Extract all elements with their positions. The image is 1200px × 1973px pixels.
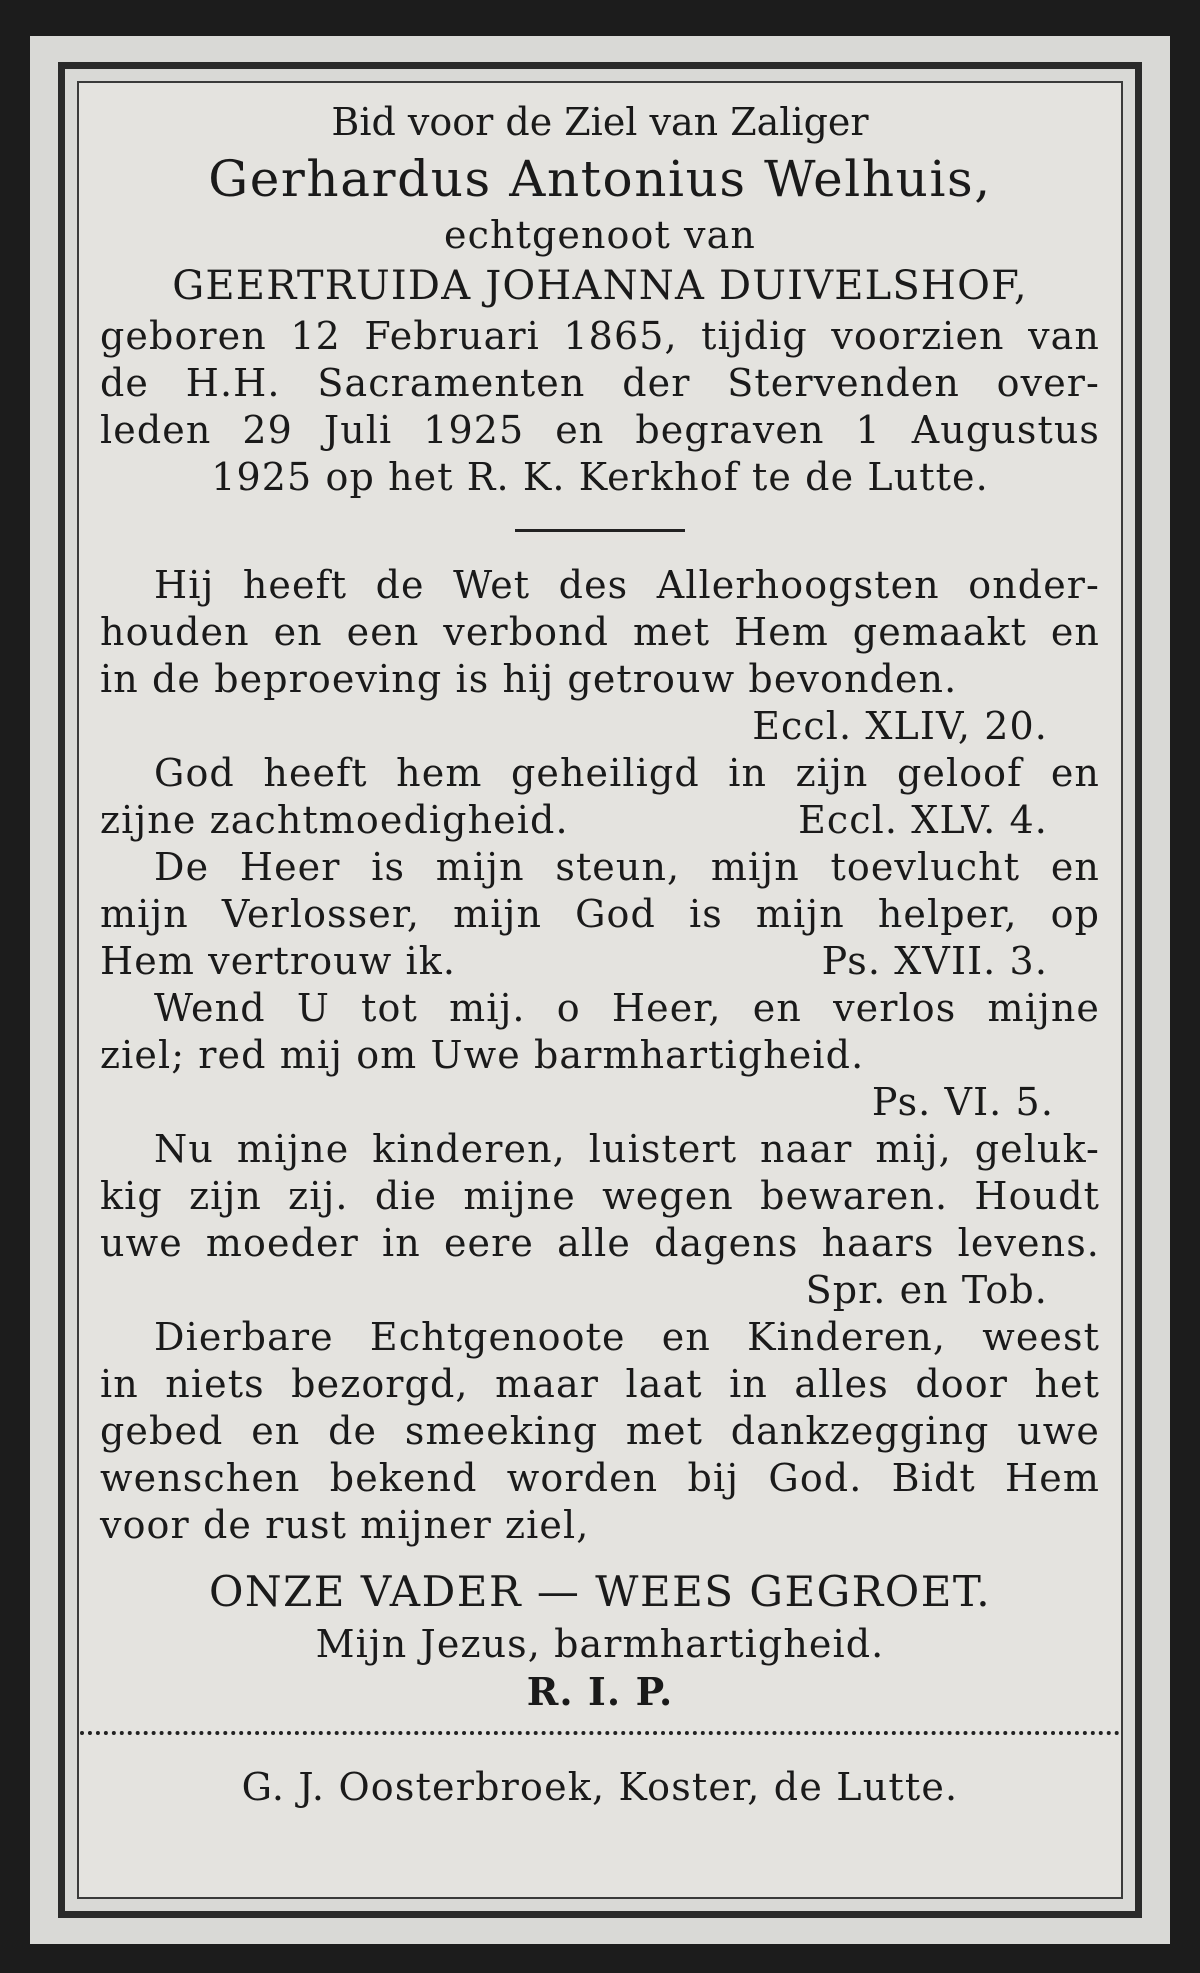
verse-reference: Eccl. XLV. 4. (798, 798, 1048, 842)
verse-reference: Spr. en Tob. (805, 1268, 1048, 1312)
intro-line: Bid voor de Ziel van Zaliger (331, 100, 869, 144)
verse-text: zijne zachtmoedigheid. (100, 798, 569, 842)
spouse-name: GEERTRUIDA JOHANNA DUIVELSHOF, (172, 263, 1028, 309)
deceased-name: Gerhardus Antonius Welhuis, (208, 150, 992, 208)
verse-line: in niets bezorgd, maar laat in alles door het (100, 1362, 1100, 1406)
bio-line: de H.H. Sacramenten der Stervenden over- (100, 361, 1100, 405)
verse-line: De Heer is mijn steun, mijn toevlucht en (154, 845, 1100, 889)
section-divider (515, 529, 685, 532)
verse-line: Dierbare Echtgenoote en Kinderen, weest (154, 1315, 1100, 1359)
verse-line-with-reference (100, 938, 1100, 985)
verse-line: voor de rust mijner ziel, (100, 1503, 590, 1547)
plea-line: Mijn Jezus, barmhartigheid. (315, 1622, 885, 1666)
verse-line: wenschen bekend worden bij God. Bidt Hem (100, 1456, 1100, 1500)
bio-line: leden 29 Juli 1925 en begraven 1 Augustus (100, 408, 1100, 452)
verse-line: gebed en de smeeking met dankzegging uwe (100, 1409, 1100, 1453)
printer-credit: G. J. Oosterbroek, Koster, de Lutte. (241, 1765, 959, 1809)
verse-line: ziel; red mij om Uwe barmhartigheid. (100, 1033, 865, 1077)
rip-line: R. I. P. (526, 1669, 674, 1714)
verse-line-with-reference (100, 797, 1100, 844)
relation-line: echtgenoot van (444, 213, 756, 257)
verse-reference: Ps. VI. 5. (871, 1080, 1054, 1124)
verse-line: kig zijn zij. die mijne wegen bewaren. Houdt (100, 1174, 1100, 1218)
verse-text: Hem vertrouw ik. (100, 939, 457, 983)
verse-line: Hij heeft de Wet des Allerhoogsten onder- (154, 563, 1100, 607)
verse-line: Nu mijne kinderen, luistert naar mij, geluk- (154, 1127, 1100, 1171)
verse-line: Wend U tot mij. o Heer, en verlos mijne (154, 986, 1100, 1030)
card-content (100, 98, 1100, 1811)
verse-line: God heeft hem geheiligd in zijn geloof en (154, 751, 1100, 795)
verse-line: uwe moeder in eere alle dagens haars levens. (100, 1221, 1100, 1265)
bio-line: 1925 op het R. K. Kerkhof te de Lutte. (211, 455, 989, 499)
verse-line: mijn Verlosser, mijn God is mijn helper, op (100, 892, 1100, 936)
verse-line: in de beproeving is hij getrouw bevonden. (100, 657, 958, 701)
verse-line: houden en een verbond met Hem gemaakt en (100, 610, 1100, 654)
dotted-divider (80, 1731, 1120, 1735)
prayer-line: ONZE VADER — WEES GEGROET. (208, 1567, 992, 1616)
verse-reference: Eccl. XLIV, 20. (752, 704, 1048, 748)
bio-line: geboren 12 Februari 1865, tijdig voorzien van (100, 314, 1100, 358)
verse-reference: Ps. XVII. 3. (821, 939, 1048, 983)
